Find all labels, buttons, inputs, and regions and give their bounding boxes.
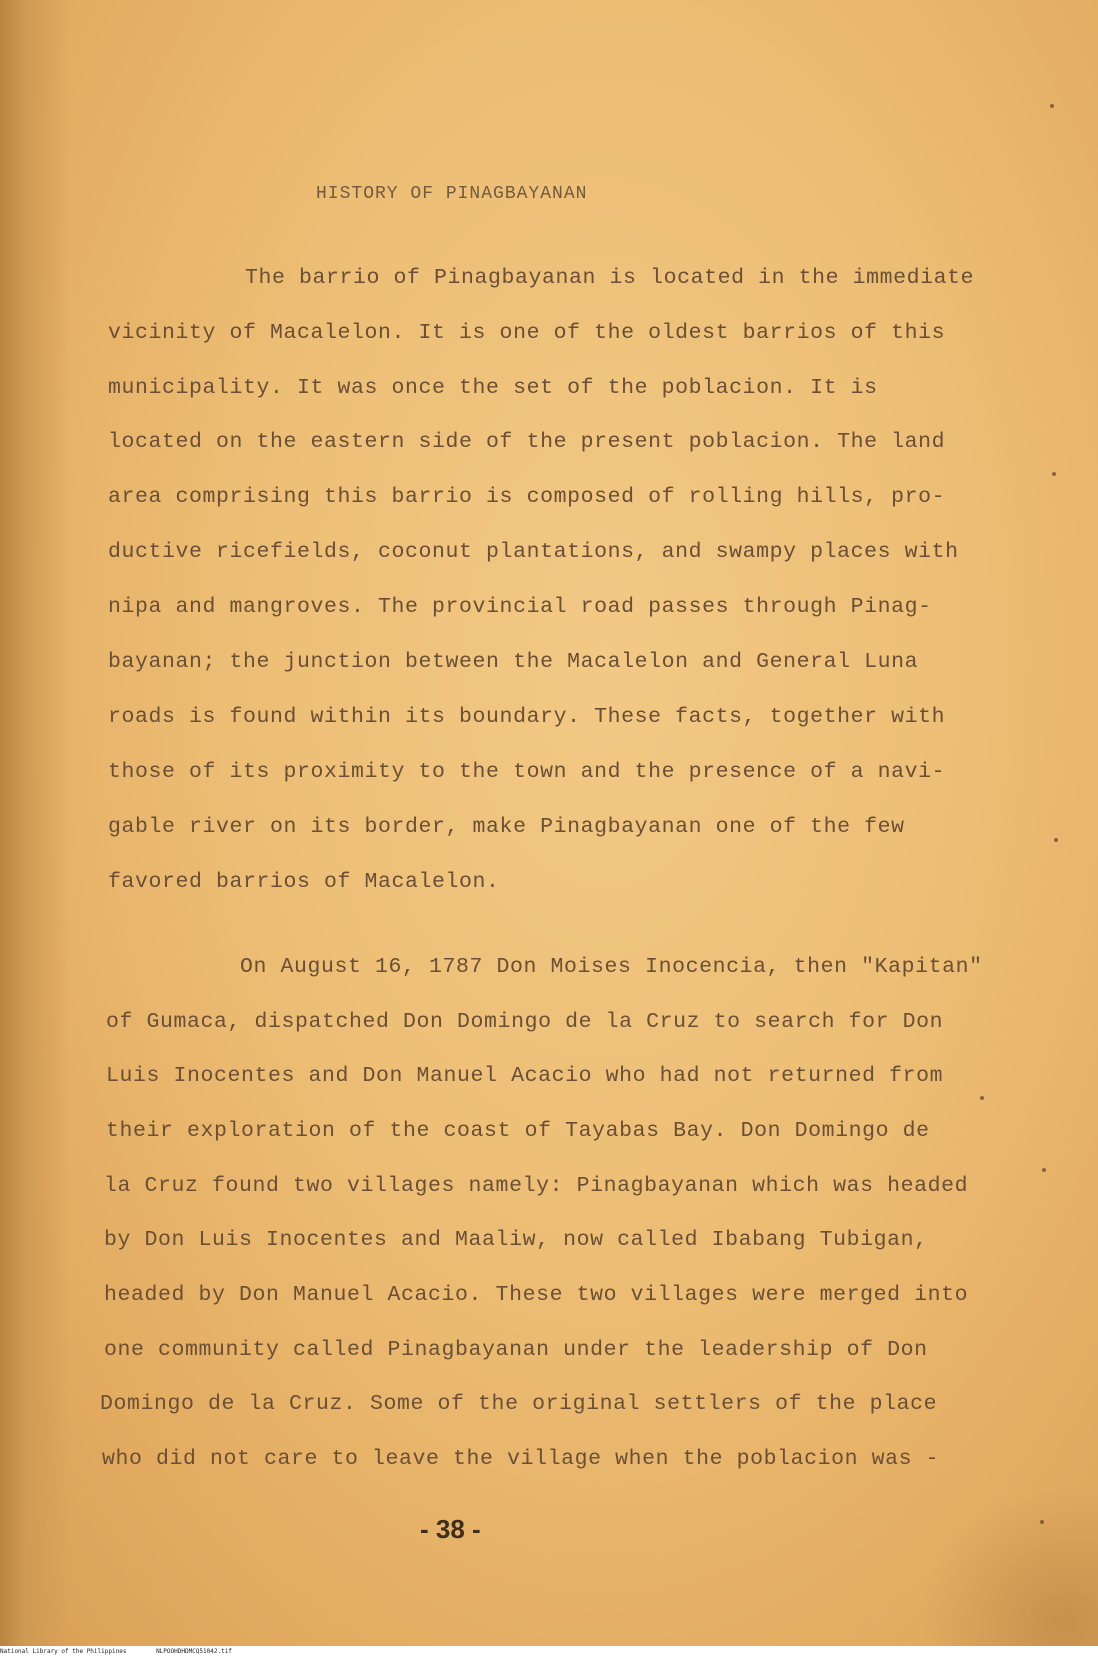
paragraph-1-line-6: ductive ricefields, coconut plantations, and swampy places with [108,540,959,564]
paragraph-1-line-1: The barrio of Pinagbayanan is located in the immediate [245,266,975,290]
paragraph-2-line-10: who did not care to leave the village when the poblacion was - [102,1447,940,1471]
footer-file-id: NLPOOHDHDMCQ51042.tif [156,1648,232,1655]
paper-speck [1042,1168,1046,1172]
scan-footer [0,1646,1098,1658]
paragraph-2-line-6: by Don Luis Inocentes and Maaliw, now called Ibabang Tubigan, [104,1228,928,1252]
paper-speck [1054,838,1058,842]
paragraph-1-line-8: bayanan; the junction between the Macalelon and General Luna [108,650,919,674]
paragraph-2-line-2: of Gumaca, dispatched Don Domingo de la Cruz to search for Don [106,1010,944,1034]
footer-institution: National Library of the Philippines [0,1648,127,1655]
document-title: HISTORY OF PINAGBAYANAN [316,184,588,204]
paper-speck [980,1096,984,1100]
paper-speck [1052,472,1056,476]
paragraph-1-line-5: area comprising this barrio is composed of rolling hills, pro- [108,485,946,509]
paragraph-1-line-9: roads is found within its boundary. These facts, together with [108,705,946,729]
paragraph-2-line-4: their exploration of the coast of Tayabas Bay. Don Domingo de [106,1119,930,1143]
paragraph-2-line-9: Domingo de la Cruz. Some of the original settlers of the place [100,1392,938,1416]
paragraph-2-line-8: one community called Pinagbayanan under the leadership of Don [104,1338,928,1362]
paragraph-1-line-4: located on the eastern side of the present poblacion. The land [108,430,946,454]
paragraph-1-line-2: vicinity of Macalelon. It is one of the oldest barrios of this [108,321,946,345]
page-number: - 38 - [420,1514,481,1544]
paragraph-2-line-5: la Cruz found two villages namely: Pinagbayanan which was headed [104,1174,969,1198]
paragraph-1-line-11: gable river on its border, make Pinagbayanan one of the few [108,815,905,839]
paper-stain [918,1486,1098,1646]
paper-speck [1050,104,1054,108]
paragraph-1-line-12: favored barrios of Macalelon. [108,870,500,894]
paragraph-1-line-10: those of its proximity to the town and the presence of a navi- [108,760,946,784]
paragraph-1-line-7: nipa and mangroves. The provincial road passes through Pinag- [108,595,932,619]
paragraph-2-line-3: Luis Inocentes and Don Manuel Acacio who had not returned from [106,1064,944,1088]
paper-speck [1040,1520,1044,1524]
paragraph-1-line-3: municipality. It was once the set of the poblacion. It is [108,376,878,400]
paragraph-2-line-7: headed by Don Manuel Acacio. These two villages were merged into [104,1283,969,1307]
paragraph-2-line-1: On August 16, 1787 Don Moises Inocencia, then "Kapitan" [240,955,983,979]
